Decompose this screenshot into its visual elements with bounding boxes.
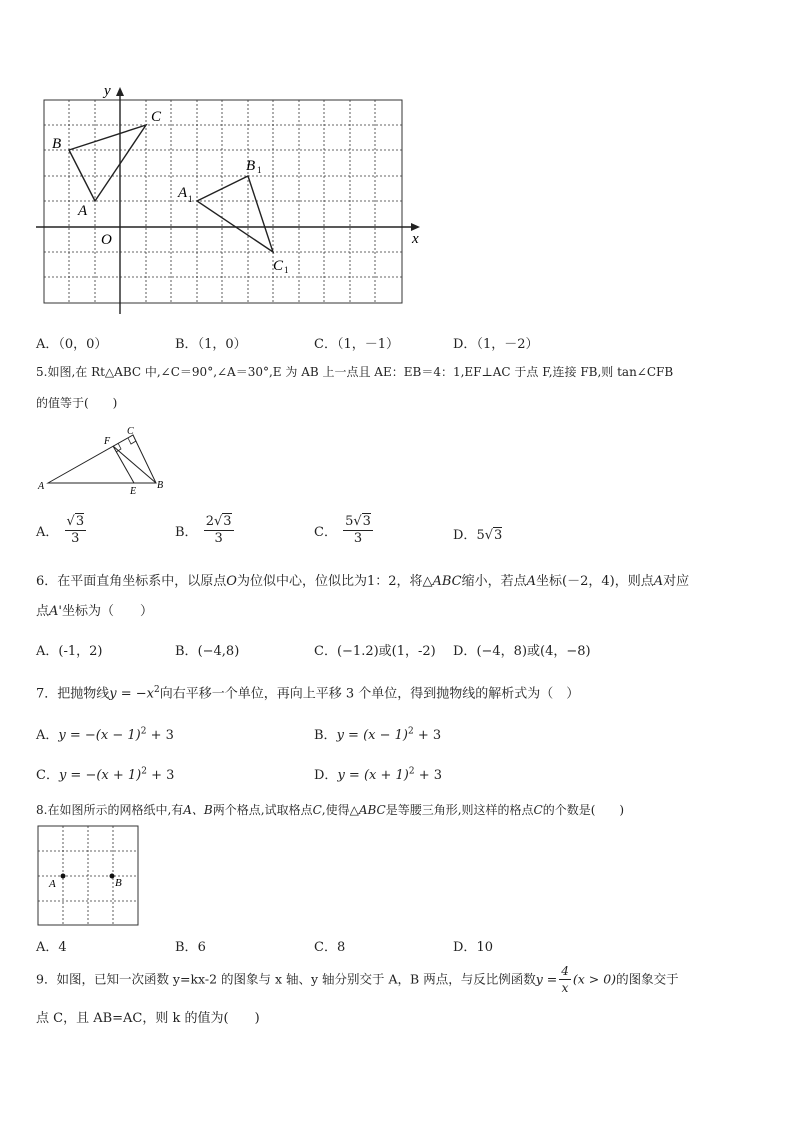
q7-option-a: A．$y = -(x - 1)^2 + 3$ bbox=[36, 726, 174, 743]
grid-border bbox=[44, 100, 402, 303]
label-a: A bbox=[49, 878, 56, 890]
q8-grid-figure bbox=[36, 825, 141, 927]
q7-stem: 7．把抛物线$y = -x^2$向右平移一个单位，再向上平移 3 个单位，得到抛物线的解析式为（ ） bbox=[36, 685, 580, 702]
q9-stem-line1: 9．如图，已知一次函数 y=kx-2 的图象与 x 轴、y 轴分别交于 A，B 两点，与反比例函数y = $\frac{4}{x}$ (x > 0)的图象交于 bbox=[36, 964, 679, 995]
point-a bbox=[61, 874, 66, 879]
q5-stem-line1: 5.如图,在 Rt△ABC 中,∠C＝90°,∠A＝30°,E 为 AB 上一点且 AE：EB＝4：1,EF⊥AC 于点 F,连接 FB,则 tan∠CFB bbox=[36, 365, 674, 379]
y-axis-label: y bbox=[104, 83, 111, 99]
x-axis-label: x bbox=[412, 231, 419, 247]
origin-label: O bbox=[101, 232, 112, 248]
y-axis-arrow bbox=[116, 87, 124, 96]
label-c: C bbox=[127, 426, 134, 437]
label-b: B bbox=[52, 136, 62, 152]
label-b: B bbox=[157, 480, 164, 491]
q5-triangle-figure bbox=[36, 423, 176, 498]
label-c1: C bbox=[273, 258, 284, 274]
coordinate-figure bbox=[36, 78, 436, 318]
x-axis-arrow bbox=[411, 223, 420, 231]
label-b1: B bbox=[246, 158, 256, 174]
q6-option-d: D．(−4，8)或(4，−8) bbox=[453, 644, 591, 659]
q5-option-c: C． $\frac{5√3}{3}$ bbox=[314, 514, 371, 546]
label-a: A bbox=[38, 481, 45, 492]
q9-stem-line2: 点 C，且 AB=AC，则 k 的值为( ) bbox=[36, 1011, 260, 1026]
label-f: F bbox=[104, 436, 111, 447]
label-a1: A bbox=[178, 185, 188, 201]
label-b1-sub: 1 bbox=[257, 165, 262, 175]
triangle-a1b1c1 bbox=[197, 176, 273, 252]
triangle-abc bbox=[69, 125, 146, 201]
q4-option-d: D．（1，－2） bbox=[453, 337, 539, 352]
q6-option-a: A．(-1，2) bbox=[36, 644, 103, 659]
q8-option-d: D．10 bbox=[453, 940, 493, 955]
q5-option-b: B． $\frac{2√3}{3}$ bbox=[175, 514, 232, 546]
label-c: C bbox=[151, 109, 162, 125]
label-a: A bbox=[78, 203, 88, 219]
q6-option-c: C．(−1.2)或(1，-2) bbox=[314, 644, 436, 659]
q8-option-a: A．4 bbox=[36, 940, 67, 955]
q8-stem: 8.在如图所示的网格纸中,有A、B两个格点,试取格点C,使得△ABC是等腰三角形,则这样的格点C的个数是( ) bbox=[36, 803, 625, 817]
label-a1-sub: 1 bbox=[188, 194, 193, 204]
q7-option-b: B．$y = (x - 1)^2 + 3$ bbox=[314, 726, 442, 743]
q6-stem-line1: 6．在平面直角坐标系中，以原点O为位似中心，位似比为1：2，将△ABC缩小，若点A坐标(－2，4)，则点A对应 bbox=[36, 574, 690, 589]
q6-option-b: B．(−4,8) bbox=[175, 644, 240, 659]
q8-option-b: B．6 bbox=[175, 940, 206, 955]
q5-stem-line2: 的值等于( ) bbox=[36, 396, 118, 410]
q4-option-b: B．（1，0） bbox=[175, 337, 247, 352]
q4-option-a: A．（0，0） bbox=[36, 337, 108, 352]
segment-fb bbox=[113, 446, 156, 483]
q7-option-d: D．$y = (x + 1)^2 + 3$ bbox=[314, 766, 443, 783]
label-b: B bbox=[115, 877, 122, 889]
q5-option-d: D．5√3 bbox=[453, 528, 503, 543]
label-e: E bbox=[130, 486, 137, 497]
q4-option-c: C．（1，－1） bbox=[314, 337, 399, 352]
label-c1-sub: 1 bbox=[284, 265, 289, 275]
q8-option-c: C．8 bbox=[314, 940, 346, 955]
q7-option-c: C．$y = -(x + 1)^2 + 3$ bbox=[36, 766, 175, 783]
triangle-abc bbox=[48, 435, 156, 483]
q5-option-a: A． $\frac{√3}{3}$ bbox=[36, 514, 85, 546]
q6-stem-line2: 点A'坐标为（ ） bbox=[36, 604, 153, 619]
point-b bbox=[110, 874, 115, 879]
